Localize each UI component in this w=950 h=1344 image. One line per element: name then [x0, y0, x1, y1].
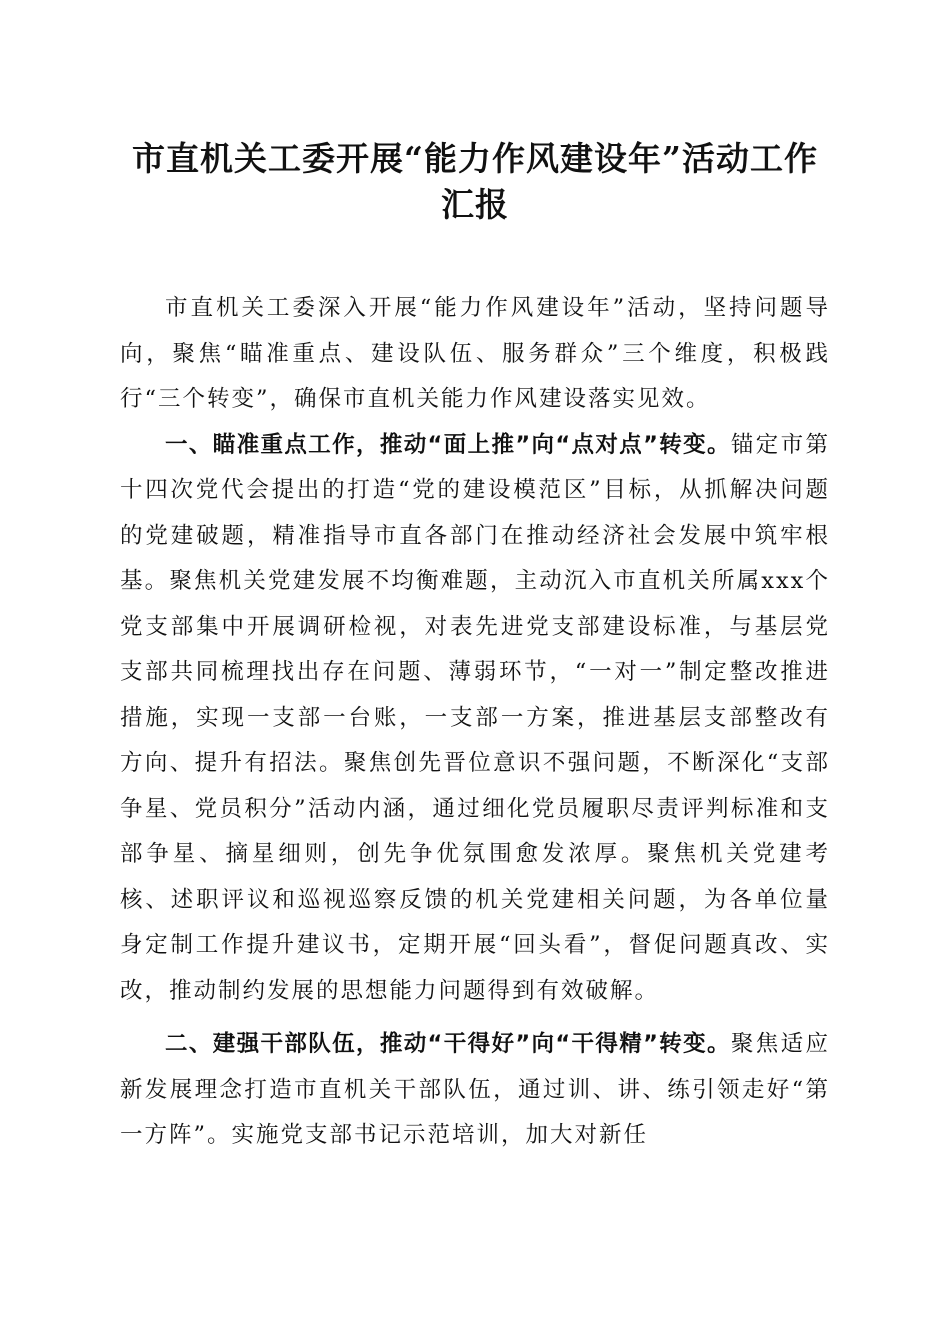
section-1-paragraph — [120, 423, 830, 1015]
section-1-body: 锚定市第十四次党代会提出的打造“党的建设模范区”目标，从抓解决问题的党建破题，精准指导市直各部门在推动经济社会发展中筑牢根基。聚焦机关党建发展不均衡难题，主动沉入市直机关所属xxx个党支部集中开展调研检视，对表先进党支部建设标准，与基层党支部共同梳理找出存在问题、薄弱环节，“一对一”制定整改推进措施，实现一支部一台账，一支部一方案，推进基层支部整改有方向、提升有招法。聚焦创先晋位意识不强问题，不断深化“支部争星、党员积分”活动内涵，通过细化党员履职尽责评判标准和支部争星、摘星细则，创先争优氛围愈发浓厚。聚焦机关党建考核、述职评议和巡视巡察反馈的机关党建相关问题，为各单位量身定制工作提升建议书，定期开展“回头看”，督促问题真改、实改，推动制约发展的思想能力问题得到有效破解。 — [120, 431, 830, 1004]
intro-paragraph: 市直机关工委深入开展“能力作风建设年”活动，坚持问题导向，聚焦“瞄准重点、建设队伍、服务群众”三个维度，积极践行“三个转变”，确保市直机关能力作风建设落实见效。 — [120, 295, 830, 412]
section-2-heading: 二、建强干部队伍，推动“干得好”向“干得精”转变。 — [165, 1031, 731, 1057]
document-title: 市直机关工委开展“能力作风建设年”活动工作汇报 — [132, 139, 818, 224]
section-2-paragraph — [120, 1022, 830, 1159]
section-1-heading: 一、瞄准重点工作，推动“面上推”向“点对点”转变。 — [165, 431, 731, 458]
section-2-body: 聚焦适应新发展理念打造市直机关干部队伍，通过训、讲、练引领走好“第一方阵”。实施党支部书记示范培训，加大对新任 — [120, 1031, 830, 1148]
